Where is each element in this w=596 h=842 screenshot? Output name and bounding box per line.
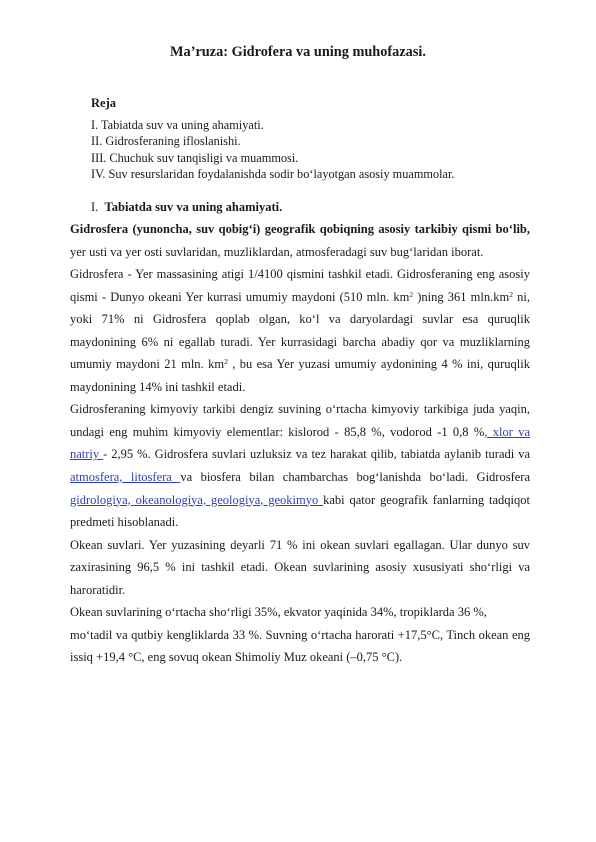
plan-item: III. Chuchuk suv tanqisligi va muammosi.: [91, 150, 299, 165]
paragraph-ocean-salinity: Okean suvlarining o‘rtacha sho‘rligi 35%, ekvator yaqinida 34%, tropiklarda 36 %,: [70, 605, 487, 620]
link-atmosfera-litosfera[interactable]: atmosfera, litosfera: [70, 470, 181, 485]
paragraph-gidrosfera-area: Gidrosfera - Yer massasining atigi 1/4100 qismini tashkil etadi. Gidrosferaning eng asosiy qismi - Dunyo okeani Yer kurrasi umumiy maydoni (510 mln. $km^2$ )ning 361 $mln.km^2$ ni, yoki 71% ni Gidrosfera qoplab olgan, ko‘l va daryolardagi suvlar esa quruqlik maydonining 6% ni egallab turadi. Yer kurrasidagi barcha abadiy qor va muzliklarning umumiy maydoni 21 mln. $km^2$ , bu esa Yer yuzasi umumiy aydonining 4 % ini, quruqlik maydonining 14% ini tashkil etadi.: [70, 267, 530, 394]
paragraph-ocean-waters: Okean suvlari. Yer yuzasining deyarli 71 % ini okean suvlari egallagan. Ular dunyo suv zaxirasining 96,5 % ini tashkil etadi. Okean suvlarining asosiy xususiyati sho‘rligi va haroratidir.: [70, 537, 530, 597]
section-heading: [91, 200, 282, 215]
paragraph-gidrosfera-definition: Gidrosfera (yunoncha, suv qobig‘i) geografik qobiqning asosiy tarkibiy qismi bo‘lib, yer usti va yer osti suvlaridan, muzliklardan, atmosferadagi suv bug‘laridan iborat.: [70, 222, 530, 259]
definition-term: Gidrosfera (yunoncha, suv qobig‘i) geografik qobiqning asosiy tarkibiy qismi bo‘lib,: [70, 222, 530, 236]
paragraph-ocean-temperature: mo‘tadil va qutbiy kengliklarda 33 %. Suvning o‘rtacha harorati +17,5°C, Tinch okean eng issiq +19,4 °C, eng sovuq okean Shimoliy Muz okeani (–0,75 °C).: [70, 627, 530, 665]
section-title: Tabiatda suv va uning ahamiyati.: [104, 200, 283, 214]
section-number: I.: [91, 200, 99, 214]
link-sciences[interactable]: gidrologiya, okeanologiya, geologiya, geokimyo: [70, 492, 324, 507]
link-xlor-natriy[interactable]: , xlor va natriy: [70, 424, 530, 462]
paragraph-chemical-composition: Gidrosferaning kimyoviy tarkibi dengiz suvining o‘rtacha kimyoviy tarkibiga juda yaqin, undagi eng muhim kimyoviy elementlar: kislorod - 85,8 %, vodorod -1 0,8 %, xlor va natriy - 2,95 %. Gidrosfera suvlari uzluksiz va tez harakat qilib, tabiatda aylanib turadi va atmosfera, litosfera va biosfera bilan chambarchas bog‘lanishda bo‘ladi. Gidrosfera gidrologiya, okeanologiya, geologiya, geokimyo kabi qator geografik fanlarning tadqiqot predmeti hisoblanadi.: [70, 402, 531, 530]
document-body: [70, 218, 530, 669]
plan-item: IV. Suv resurslaridan foydalanishda sodir bo‘layotgan asosiy muammolar.: [91, 166, 455, 181]
page-title: Ma’ruza: Gidrofera va uning muhofazasi.: [170, 44, 426, 60]
plan-list: [91, 117, 455, 182]
plan-item: I. Tabiatda suv va uning ahamiyati.: [91, 118, 264, 132]
plan-heading: Reja: [91, 96, 116, 110]
plan-item: II. Gidrosferaning ifloslanishi.: [91, 134, 241, 149]
